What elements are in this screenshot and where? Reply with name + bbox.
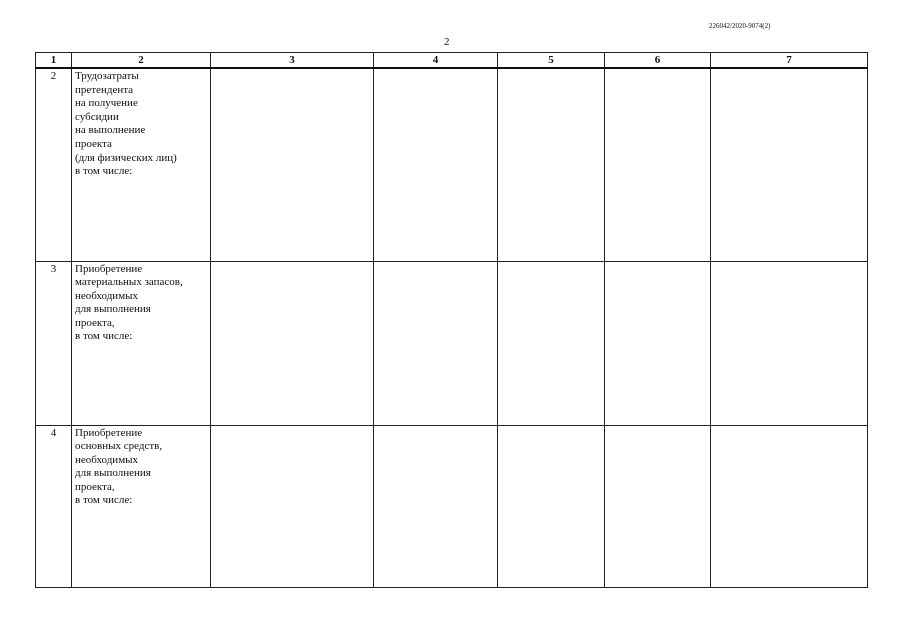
description-line: проекта, [75, 316, 115, 329]
column-header-7: 7 [711, 53, 868, 69]
description-line: Трудозатраты [75, 70, 139, 82]
budget-table [35, 52, 868, 588]
empty-cell [374, 261, 498, 425]
column-header-6: 6 [605, 53, 711, 69]
column-header-2: 2 [72, 53, 211, 69]
empty-cell [711, 68, 868, 261]
table-header-row [36, 53, 868, 69]
document-id: 226042/2020-9074(2) [709, 22, 771, 30]
empty-cell [711, 261, 868, 425]
description-line: материальных запасов, [75, 276, 183, 289]
description-line: Приобретение [75, 262, 143, 275]
empty-cell [374, 425, 498, 587]
empty-cell [605, 425, 711, 587]
description-line: основных средств, [75, 440, 163, 453]
empty-cell [711, 425, 868, 587]
empty-cell [498, 425, 605, 587]
empty-cell [211, 425, 374, 587]
description-line: в том числе: [75, 494, 133, 507]
description-line: претендента [75, 83, 134, 96]
description-line: проекта [75, 137, 112, 150]
row-description [72, 261, 211, 425]
description-line: в том числе: [75, 165, 133, 178]
description-line: проекта, [75, 480, 115, 493]
description-line: Приобретение [75, 426, 143, 439]
column-header-4: 4 [374, 53, 498, 69]
column-header-1: 1 [36, 53, 72, 69]
empty-cell [605, 68, 711, 261]
page-number: 2 [444, 36, 450, 48]
description-line: на выполнение [75, 124, 146, 137]
description-line: на получение [75, 97, 138, 110]
empty-cell [211, 261, 374, 425]
table-row [36, 261, 868, 425]
description-line: в том числе: [75, 330, 133, 343]
row-description [72, 425, 211, 587]
empty-cell [374, 68, 498, 261]
column-header-5: 5 [498, 53, 605, 69]
row-number: 3 [36, 261, 72, 425]
empty-cell [211, 68, 374, 261]
table-row [36, 68, 868, 261]
row-description [72, 68, 211, 261]
description-line: необходимых [75, 289, 139, 302]
row-number: 4 [36, 425, 72, 587]
description-line: необходимых [75, 453, 139, 466]
row-number: 2 [36, 68, 72, 261]
description-line: для выполнения [75, 303, 151, 316]
table-row [36, 425, 868, 587]
empty-cell [498, 261, 605, 425]
description-line: (для физических лиц) [75, 151, 177, 164]
description-line: для выполнения [75, 467, 151, 480]
column-header-3: 3 [211, 53, 374, 69]
empty-cell [498, 68, 605, 261]
empty-cell [605, 261, 711, 425]
description-line: субсидии [75, 110, 119, 123]
